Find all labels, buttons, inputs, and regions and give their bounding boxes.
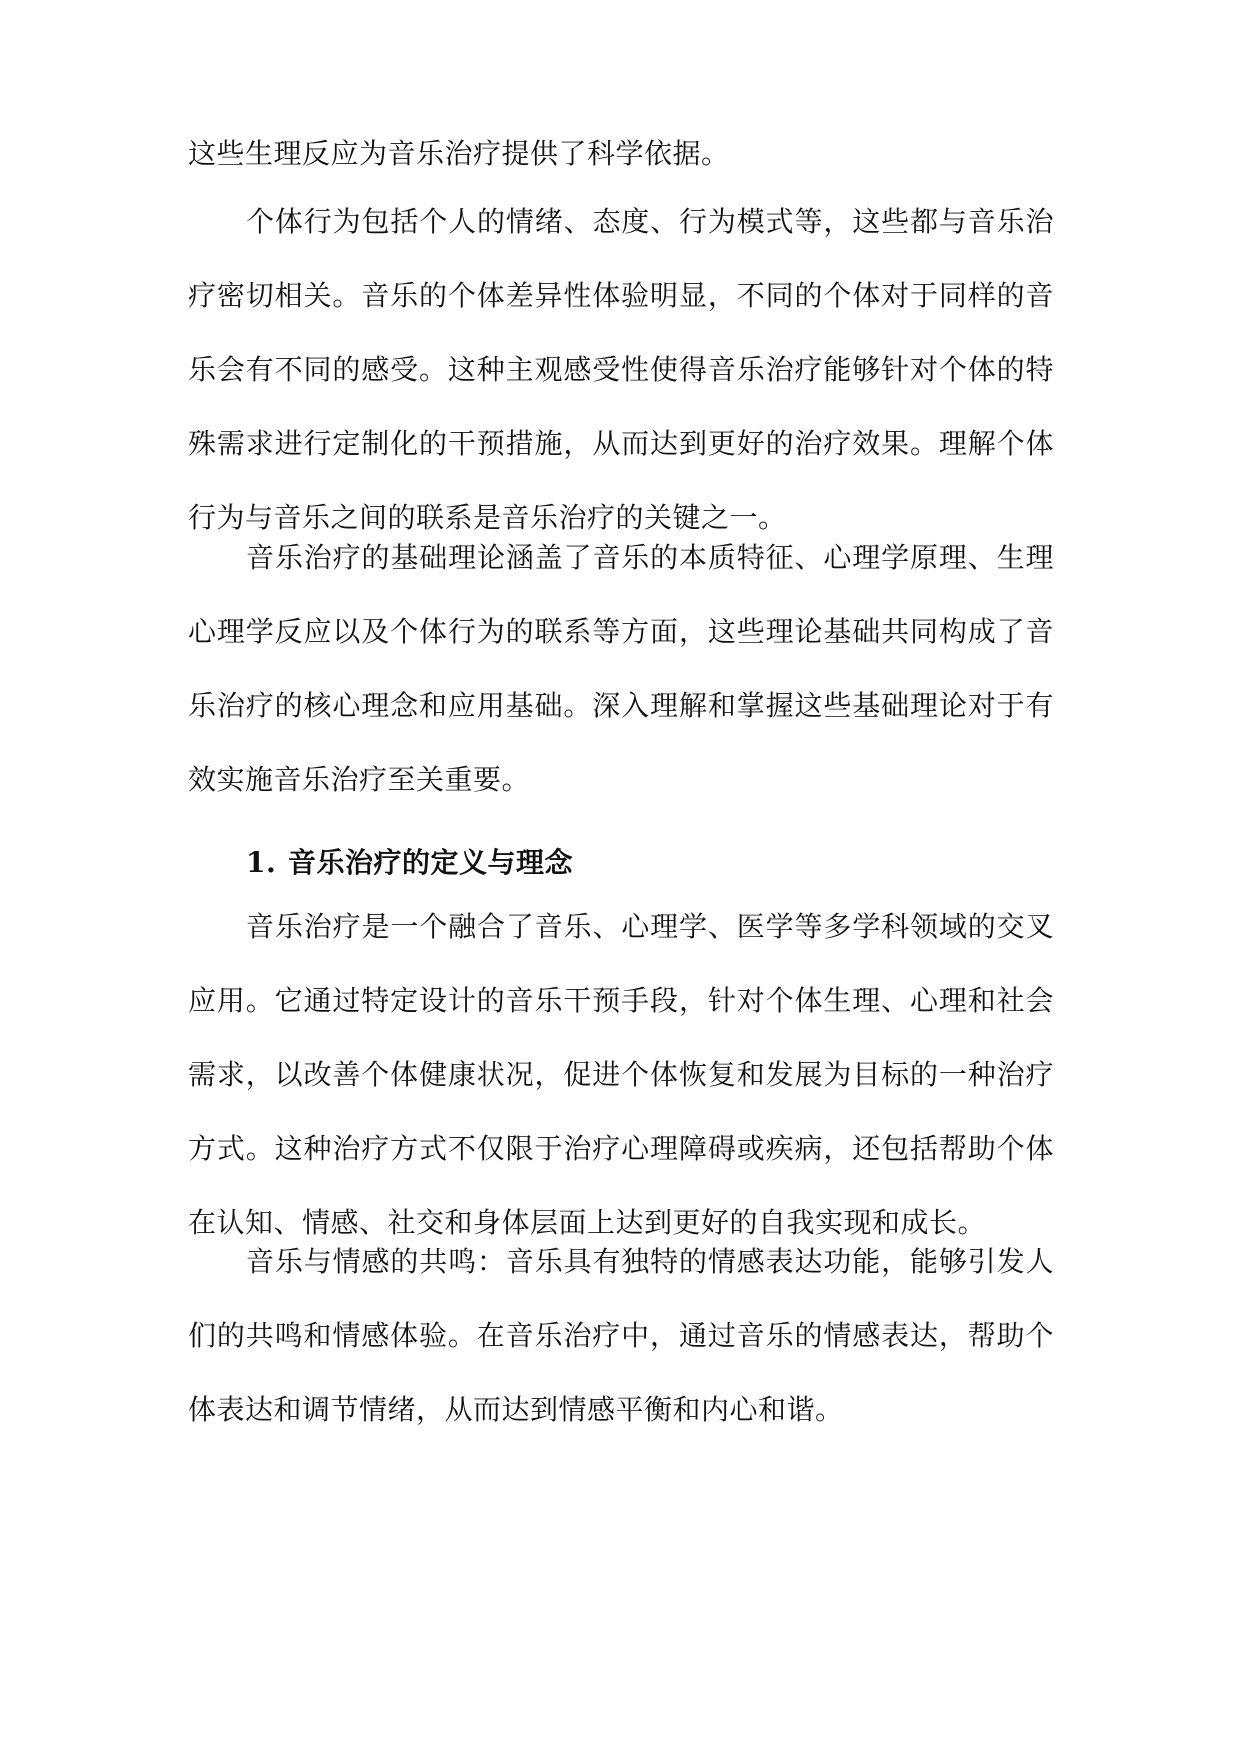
section-heading — [246, 843, 573, 883]
section-title: 音乐治疗的定义与理念 — [288, 846, 574, 879]
paragraph-basic-theory: 音乐治疗的基础理论涵盖了音乐的本质特征、心理学原理、生理心理学反应以及个体行为的联系等方面，这些理论基础共同构成了音乐治疗的核心理念和应用基础。深入理解和掌握这些基础理论对于有效实施音乐治疗至关重要。 — [188, 541, 1054, 796]
paragraph-emotion-resonance: 音乐与情感的共鸣：音乐具有独特的情感表达功能，能够引发人们的共鸣和情感体验。在音乐治疗中，通过音乐的情感表达，帮助个体表达和调节情绪，从而达到情感平衡和内心和谐。 — [188, 1245, 1054, 1426]
paragraph-definition: 音乐治疗是一个融合了音乐、心理学、医学等多学科领域的交叉应用。它通过特定设计的音乐干预手段，针对个体生理、心理和社会需求，以改善个体健康状况，促进个体恢复和发展为目标的一种治疗方式。这种治疗方式不仅限于治疗心理障碍或疾病，还包括帮助个体在认知、情感、社交和身体层面上达到更好的自我实现和成长。 — [188, 910, 1054, 1239]
paragraph-individual-behavior: 个体行为包括个人的情绪、态度、行为模式等，这些都与音乐治疗密切相关。音乐的个体差异性体验明显，不同的个体对于同样的音乐会有不同的感受。这种主观感受性使得音乐治疗能够针对个体的特殊需求进行定制化的干预措施，从而达到更好的治疗效果。理解个体行为与音乐之间的联系是音乐治疗的关键之一。 — [188, 205, 1054, 534]
paragraph-continuation: 这些生理反应为音乐治疗提供了科学依据。 — [188, 137, 730, 170]
section-number: 1. — [246, 846, 277, 879]
